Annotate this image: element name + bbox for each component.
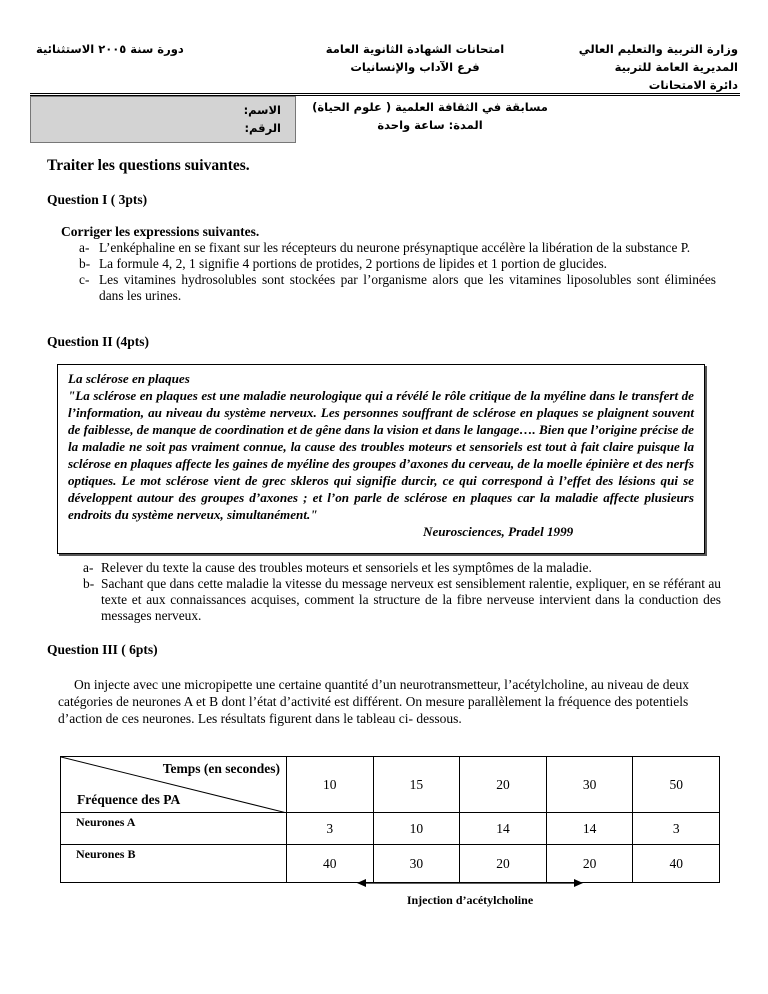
q2-text-box: [57, 364, 705, 554]
results-table: [60, 756, 720, 883]
q2-box-text: "La sclérose en plaques est une maladie neurologique qui a révélé le rôle critique de la myéline dans le transfert de l’information, au niveau du système nerveux. Les personnes souffrant de sclérose en plaques se plaignent souvent de faiblesse, de manque de coordination et de gêne dans la vision et dans le langage…. Bien que l’origine précise de la maladie ne soit pas vraiment connue, la cause des troubles moteurs et sensoriels est tout à fait claire puisque la sclérose en plaques affecte les gaines de myéline des groupes d’axones du cerveau, de la moelle épinière et des nerfs optiques. Le mot sclérose vient de grec skleros qui signifie durcir, ce qui correspond à l’effet des lésions qui se développent autour des groupes d’axones ; et l’on parle de sclérose en plaques car la maladie affecte plusieurs endroits du système nerveux, simultanément.": [68, 388, 694, 522]
table-corner-cell: [61, 757, 287, 813]
table-row: [61, 813, 720, 845]
q1-item-b-text: La formule 4, 2, 1 signifie 4 portions de protides, 2 portions de lipides et 1 portion de glucides.: [99, 256, 608, 271]
value-cell: 40: [287, 845, 374, 883]
q1-title: Question I ( 3pts): [47, 192, 148, 207]
row-label-a: Neurones A: [61, 813, 287, 845]
subject-area: [300, 98, 560, 134]
time-cell: 50: [633, 757, 720, 813]
corner-bottom-label: Fréquence des PA: [77, 792, 181, 807]
ministry-line-2: المديرية العامة للتربية: [614, 60, 738, 74]
q1-item-b-label: b-: [79, 256, 91, 271]
injection-arrow: [355, 876, 585, 890]
q2-item-b: [83, 576, 721, 624]
corner-top-label: Temps (en secondes): [162, 761, 280, 776]
q2-item-b-label: b-: [83, 576, 95, 591]
q2-item-a: [83, 560, 721, 576]
ministry-header: [579, 40, 738, 94]
table-header-row: [61, 757, 720, 813]
q2-title: Question II (4pts): [47, 334, 150, 349]
value-cell: 3: [287, 813, 374, 845]
q2-item-a-label: a-: [83, 560, 94, 575]
q1-item-a-label: a-: [79, 240, 90, 255]
injection-label: Injection d’acétylcholine: [406, 893, 534, 907]
q2-box-title: La sclérose en plaques: [68, 371, 190, 386]
time-cell: 10: [287, 757, 374, 813]
exam-header-line-2: فرع الآداب والإنسانيات: [350, 60, 480, 74]
value-cell: 10: [373, 813, 460, 845]
value-cell: 20: [460, 845, 547, 883]
ministry-line-1: وزارة التربية والتعليم العالي: [578, 42, 738, 56]
q1-item-a: [79, 240, 716, 256]
row-label-b: Neurones B: [61, 845, 287, 883]
session-line: دورة سنة ٢٠٠٥ الاستثنائية: [36, 42, 184, 56]
q1-subtitle: Corriger les expressions suivantes.: [61, 224, 260, 239]
instruction: Traiter les questions suivantes.: [47, 157, 250, 174]
subject-title: مسابقة في الثقافة العلمية ( علوم الحياة): [312, 100, 548, 114]
value-cell: 3: [633, 813, 720, 845]
q1-list: [79, 240, 716, 304]
q2-item-b-text: Sachant que dans cette maladie la vitesse du message nerveux est sensiblement ralentie, expliquer, en se référant au texte et aux connaissances acquises, comment la structure de la fibre nerveuse intervient dans la conduction des messages nerveux.: [101, 576, 721, 623]
exam-duration: المدة: ساعة واحدة: [377, 118, 483, 132]
session-header: [36, 40, 196, 58]
value-cell: 20: [546, 845, 633, 883]
value-cell: 14: [546, 813, 633, 845]
q2-source: Neurosciences, Pradel 1999: [423, 524, 574, 539]
exam-header-line-1: امتحانات الشهادة الثانوية العامة: [325, 42, 505, 56]
q3-intro: On injecte avec une micropipette une certaine quantité d’un neurotransmetteur, l’acétylcholine, au niveau de deux catégories de neurones A et B dont l’état d’activité est différent. On mesure parallèlement la fréquence des potentiels d’action de ces neurones. Les résultats figurent dans le tableau ci- dessous.: [58, 677, 689, 726]
q1-item-c: [79, 272, 716, 304]
q1-item-a-text: L’enképhaline en se fixant sur les récepteurs du neurone présynaptique accélère la libération de la substance P.: [99, 240, 691, 255]
q1-item-b: [79, 256, 716, 272]
number-label: الرقم:: [244, 121, 281, 135]
name-label: الاسم:: [243, 103, 281, 117]
time-cell: 15: [373, 757, 460, 813]
value-cell: 40: [633, 845, 720, 883]
exam-header: [310, 40, 520, 76]
exam-info-box: [30, 93, 740, 143]
q1-item-c-text: Les vitamines hydrosolubles sont stockées par l’organisme alors que les vitamines liposolubles sont éliminées dans les urines.: [99, 272, 716, 303]
q3-title: Question III ( 6pts): [47, 642, 158, 657]
time-cell: 20: [460, 757, 547, 813]
time-cell: 30: [546, 757, 633, 813]
value-cell: 14: [460, 813, 547, 845]
value-cell: 30: [373, 845, 460, 883]
candidate-info-area: [30, 96, 296, 143]
q2-list: [83, 560, 721, 624]
q2-item-a-text: Relever du texte la cause des troubles moteurs et sensoriels et les symptômes de la maladie.: [101, 560, 592, 575]
q1-item-c-label: c-: [79, 272, 90, 287]
ministry-line-3: دائرة الامتحانات: [648, 78, 738, 92]
